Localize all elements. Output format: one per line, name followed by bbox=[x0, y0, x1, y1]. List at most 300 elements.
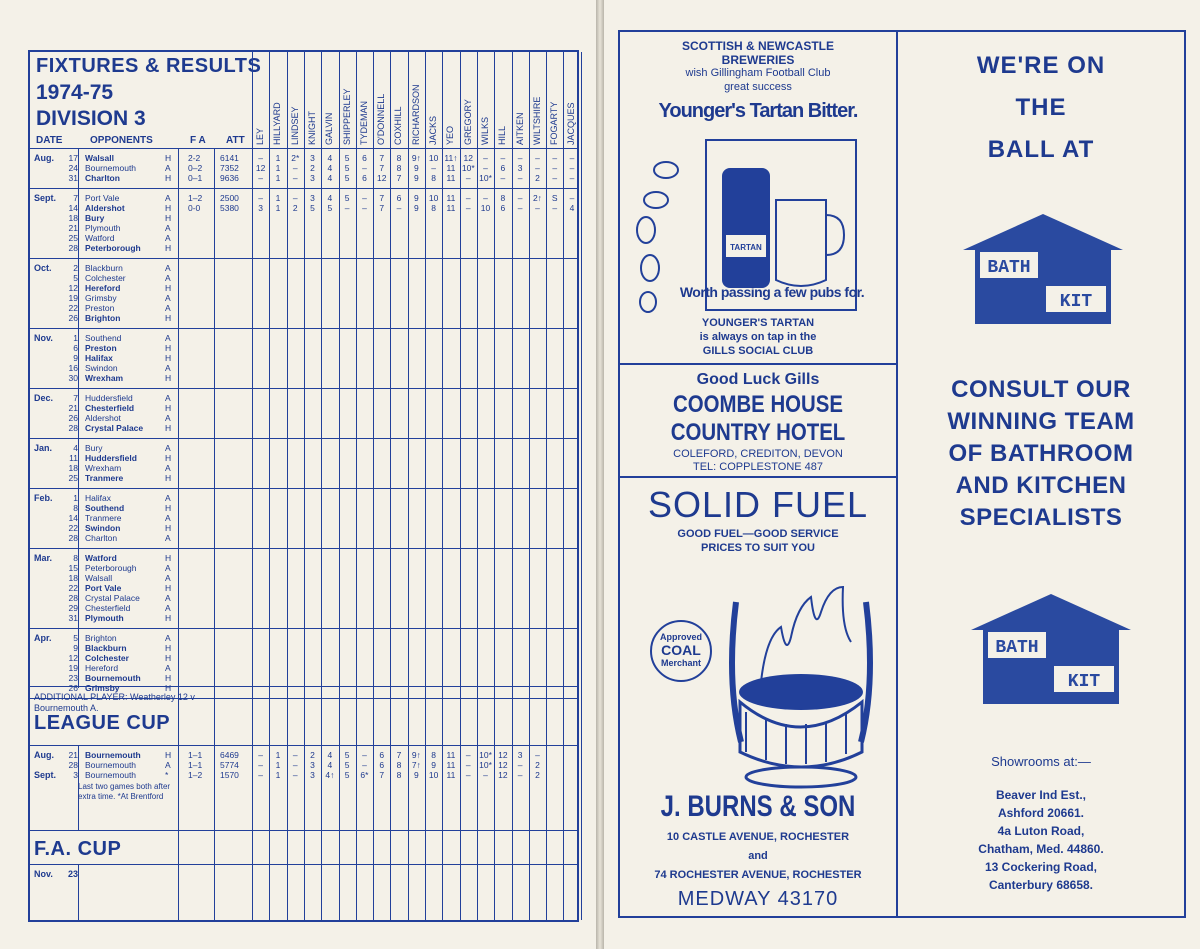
fixture-date: 30 bbox=[68, 373, 78, 383]
younger-foot2: is always on tap in the bbox=[699, 331, 817, 343]
fixture-venue: * bbox=[165, 770, 169, 780]
player-shirt-number: 7 bbox=[379, 203, 385, 213]
header-divider bbox=[30, 148, 577, 149]
player-shirt-number: – bbox=[292, 163, 298, 173]
fixture-opponent: Tranmere bbox=[85, 473, 124, 483]
league-cup-note: Last two games both after extra time. *At Brentford bbox=[78, 782, 171, 801]
fixture-opponent: Peterborough bbox=[85, 563, 137, 573]
fixture-row bbox=[30, 613, 250, 623]
player-shirt-number: 2 bbox=[535, 173, 540, 183]
fixture-venue: H bbox=[165, 423, 172, 433]
fixture-row bbox=[30, 203, 250, 213]
player-shirt-number: – bbox=[258, 770, 264, 780]
player-shirt-number: – bbox=[362, 193, 367, 203]
coombe-hotel-name: COOMBE HOUSE bbox=[672, 391, 843, 418]
logo2-bath-word: BATH bbox=[995, 638, 1039, 658]
fixture-venue: H bbox=[165, 343, 172, 353]
player-header bbox=[494, 52, 511, 148]
fixture-venue: H bbox=[165, 313, 172, 323]
fixture-venue: A bbox=[165, 163, 171, 173]
player-shirt-number: 10 bbox=[428, 770, 439, 780]
player-shirt-number: – bbox=[517, 770, 523, 780]
player-header bbox=[477, 52, 494, 148]
fixture-opponent: Grimsby bbox=[85, 293, 117, 303]
fire-basket-illustration bbox=[716, 562, 886, 792]
player-shirt-number: – bbox=[552, 153, 558, 163]
player-shirt-number: 9 bbox=[413, 193, 419, 203]
fixture-row bbox=[30, 293, 250, 303]
fixture-venue: A bbox=[165, 303, 171, 313]
league-cup-row bbox=[30, 750, 250, 760]
fixture-venue: H bbox=[165, 683, 172, 693]
fixture-row bbox=[30, 163, 250, 173]
player-shirt-number: – bbox=[517, 193, 523, 203]
burns-phone: MEDWAY 43170 bbox=[677, 888, 839, 910]
fixture-opponent: Port Vale bbox=[85, 583, 122, 593]
showroom-addr4: Chatham, Med. 44860. bbox=[978, 842, 1104, 856]
showroom-addr5: 13 Cockering Road, bbox=[984, 860, 1098, 874]
player-shirt-number: 5 bbox=[327, 203, 333, 213]
player-name: HILL bbox=[497, 125, 508, 145]
younger-line2: BREWERIES bbox=[721, 53, 795, 67]
player-shirt-number: – bbox=[569, 173, 575, 183]
fixture-date: 21 bbox=[68, 750, 78, 760]
fixture-date: 26 bbox=[68, 683, 78, 693]
player-shirt-number: 3 bbox=[310, 173, 315, 183]
fixture-date: 19 bbox=[68, 293, 78, 303]
fixture-opponent: Plymouth bbox=[85, 223, 121, 233]
fixture-opponent: Preston bbox=[85, 343, 117, 353]
fixture-venue: A bbox=[165, 443, 171, 453]
player-name: TYDEMAN bbox=[358, 100, 369, 145]
league-cup-row bbox=[30, 770, 250, 780]
att-column-header: ATT bbox=[226, 135, 245, 146]
fixture-venue: H bbox=[165, 173, 172, 183]
player-shirt-number: 8 bbox=[396, 760, 402, 770]
date-column-header: DATE bbox=[36, 135, 63, 146]
fixture-venue: H bbox=[165, 673, 172, 683]
showroom-addr1: Beaver Ind Est., bbox=[995, 788, 1087, 802]
fixture-date: 25 bbox=[68, 473, 78, 483]
player-shirt-number: 3 bbox=[310, 770, 315, 780]
fixture-venue: H bbox=[165, 213, 172, 223]
player-shirt-number: 2↑ bbox=[532, 193, 542, 203]
player-shirt-number: 9 bbox=[413, 203, 419, 213]
fixture-date: 21 bbox=[68, 223, 78, 233]
player-header bbox=[373, 52, 390, 148]
burns-address2: 74 ROCHESTER AVENUE, ROCHESTER bbox=[654, 869, 862, 881]
player-header bbox=[512, 52, 529, 148]
fixture-row bbox=[30, 503, 250, 513]
fixture-opponent: Crystal Palace bbox=[85, 423, 144, 433]
player-name: RICHARDSON bbox=[410, 84, 421, 145]
player-header bbox=[287, 52, 304, 148]
player-shirt-number: S bbox=[551, 193, 558, 203]
result-attendance: 1570 bbox=[220, 770, 239, 780]
fa-cup-date: 23 bbox=[68, 869, 79, 879]
division-label: DIVISION 3 bbox=[36, 107, 146, 130]
player-shirt-number: – bbox=[535, 203, 540, 213]
fixture-opponent: Swindon bbox=[85, 363, 118, 373]
player-name: LINDSEY bbox=[289, 106, 300, 145]
player-shirt-number: – bbox=[569, 193, 575, 203]
fixture-venue: A bbox=[165, 393, 171, 403]
fixture-opponent: Wrexham bbox=[85, 463, 122, 473]
fixture-venue: A bbox=[165, 663, 171, 673]
player-shirt-number: – bbox=[483, 163, 488, 173]
fixture-row bbox=[30, 223, 250, 233]
logo-kit-word: KIT bbox=[1059, 292, 1093, 312]
player-header bbox=[321, 52, 338, 148]
result-attendance: 9636 bbox=[220, 173, 239, 183]
player-shirt-number: – bbox=[362, 750, 367, 760]
fixture-row bbox=[30, 653, 250, 663]
column-divider bbox=[581, 52, 582, 920]
fixture-opponent: Huddersfield bbox=[85, 393, 133, 403]
player-shirt-number: 11 bbox=[446, 770, 456, 780]
fixture-venue: H bbox=[165, 750, 172, 760]
fixture-date: 9 bbox=[73, 353, 78, 363]
player-shirt-number: 11 bbox=[446, 173, 456, 183]
result-score: 1–1 bbox=[188, 760, 203, 770]
fixture-row bbox=[30, 463, 250, 473]
player-shirt-number: 12 bbox=[498, 770, 508, 780]
fixture-row bbox=[30, 663, 250, 673]
fixture-venue: A bbox=[165, 193, 171, 203]
player-shirt-number: 6 bbox=[362, 153, 367, 163]
player-shirt-number: 3 bbox=[517, 750, 523, 760]
fixture-opponent: Charlton bbox=[85, 173, 120, 183]
player-shirt-number: 9 bbox=[431, 760, 437, 770]
player-shirt-number: 3 bbox=[310, 193, 315, 203]
fixture-venue: H bbox=[165, 613, 172, 623]
player-shirt-number: 12 bbox=[463, 153, 473, 163]
fixture-opponent: Brighton bbox=[85, 313, 121, 323]
month-divider bbox=[30, 258, 577, 259]
player-shirt-number: – bbox=[483, 153, 488, 163]
fixture-opponent: Colchester bbox=[85, 653, 129, 663]
player-shirt-number: 10 bbox=[480, 203, 491, 213]
player-shirt-number: 4 bbox=[327, 750, 333, 760]
fixture-venue: A bbox=[165, 363, 171, 373]
bathkit-mid5: SPECIALISTS bbox=[959, 504, 1123, 531]
fixture-date: 29 bbox=[68, 603, 78, 613]
fixture-date: 14 bbox=[68, 513, 78, 523]
fixture-row bbox=[30, 453, 250, 463]
player-shirt-number: 1 bbox=[275, 153, 281, 163]
player-shirt-number: 2 bbox=[292, 203, 298, 213]
player-shirt-number: 11 bbox=[446, 760, 456, 770]
player-name: AITKEN bbox=[514, 112, 525, 145]
younger-foot3: GILLS SOCIAL CLUB bbox=[702, 345, 814, 357]
fixture-row bbox=[30, 243, 250, 253]
league-cup-title: LEAGUE CUP bbox=[34, 712, 171, 734]
burns-address1: 10 CASTLE AVENUE, ROCHESTER bbox=[666, 831, 850, 843]
player-header bbox=[563, 52, 580, 148]
player-shirt-number: – bbox=[292, 760, 298, 770]
player-shirt-number: – bbox=[396, 203, 402, 213]
player-shirt-number: 5 bbox=[344, 750, 350, 760]
fixture-row bbox=[30, 403, 250, 413]
fixture-opponent: Bournemouth bbox=[85, 760, 137, 770]
player-shirt-number: 8 bbox=[431, 173, 437, 183]
fixture-venue: A bbox=[165, 593, 171, 603]
player-shirt-number: – bbox=[535, 163, 540, 173]
section-divider bbox=[30, 745, 577, 746]
fixture-row bbox=[30, 583, 250, 593]
fixture-row bbox=[30, 493, 250, 503]
fixture-row bbox=[30, 393, 250, 403]
coombe-country-hotel: COUNTRY HOTEL bbox=[670, 419, 846, 446]
fixture-opponent: Blackburn bbox=[85, 263, 123, 273]
result-attendance: 7352 bbox=[220, 163, 239, 173]
player-shirt-number: 5 bbox=[344, 163, 350, 173]
player-shirt-number: 1 bbox=[275, 203, 281, 213]
badge-line1: Approved bbox=[659, 632, 702, 642]
player-shirt-number: 8 bbox=[396, 153, 402, 163]
player-shirt-number: – bbox=[517, 173, 523, 183]
player-shirt-number: 9↑ bbox=[411, 750, 421, 760]
fixture-opponent: Charlton bbox=[85, 533, 118, 543]
player-shirt-number: – bbox=[500, 153, 506, 163]
player-shirt-number: 6 bbox=[500, 163, 506, 173]
player-shirt-number: 2 bbox=[535, 770, 540, 780]
player-shirt-number: – bbox=[362, 203, 367, 213]
player-shirt-number: – bbox=[465, 193, 471, 203]
fa-column-header: F A bbox=[190, 135, 206, 146]
player-header bbox=[529, 52, 546, 148]
fixture-row bbox=[30, 213, 250, 223]
player-shirt-number: 1 bbox=[275, 770, 281, 780]
player-shirt-number: – bbox=[465, 760, 471, 770]
fixture-date: 5 bbox=[73, 633, 78, 643]
player-name: WILTSHIRE bbox=[531, 96, 542, 145]
fixture-row bbox=[30, 573, 250, 583]
month-label: Aug. bbox=[34, 153, 54, 163]
fixture-date: 11 bbox=[69, 453, 78, 463]
player-shirt-number: 12 bbox=[498, 760, 508, 770]
player-header bbox=[408, 52, 425, 148]
logo2-kit-word: KIT bbox=[1067, 672, 1101, 692]
fixture-row bbox=[30, 283, 250, 293]
player-shirt-number: 7 bbox=[396, 173, 402, 183]
fixture-venue: A bbox=[165, 513, 171, 523]
fixture-row bbox=[30, 343, 250, 353]
fixture-row bbox=[30, 153, 250, 163]
month-divider bbox=[30, 488, 577, 489]
fixture-opponent: Grimsby bbox=[85, 683, 120, 693]
player-shirt-number: 9↑ bbox=[411, 153, 421, 163]
player-name: GALVIN bbox=[324, 112, 335, 145]
player-shirt-number: – bbox=[258, 193, 264, 203]
player-header bbox=[390, 52, 407, 148]
player-shirt-number: 7 bbox=[379, 163, 385, 173]
can-label: TARTAN bbox=[730, 243, 762, 252]
section-divider bbox=[30, 864, 577, 865]
player-shirt-number: 11 bbox=[446, 750, 456, 760]
fixture-venue: A bbox=[165, 760, 171, 770]
player-shirt-number: 6 bbox=[379, 750, 385, 760]
fixture-opponent: Colchester bbox=[85, 273, 126, 283]
player-name: KNIGHT bbox=[306, 110, 317, 145]
player-shirt-number: 7 bbox=[379, 193, 385, 203]
fixture-venue: A bbox=[165, 463, 171, 473]
month-label: Feb. bbox=[34, 493, 53, 503]
fixture-venue: A bbox=[165, 633, 171, 643]
bathkit-head2: THE bbox=[1015, 94, 1067, 121]
right-page bbox=[604, 0, 1200, 949]
section-divider bbox=[30, 830, 577, 831]
player-shirt-number: – bbox=[431, 163, 437, 173]
coombe-address: COLEFORD, CREDITON, DEVON bbox=[673, 448, 843, 460]
player-shirt-number: 2 bbox=[310, 163, 315, 173]
fa-cup-title: F.A. CUP bbox=[34, 838, 122, 860]
fixture-opponent: Chesterfield bbox=[85, 603, 131, 613]
flame-icon bbox=[761, 587, 851, 682]
fixture-opponent: Preston bbox=[85, 303, 115, 313]
player-shirt-number: – bbox=[258, 760, 264, 770]
younger-foot1: YOUNGER'S TARTAN bbox=[701, 317, 815, 329]
bathkit-mid4: AND KITCHEN bbox=[955, 472, 1127, 499]
player-shirt-number: 11↑ bbox=[444, 153, 458, 163]
fixture-opponent: Blackburn bbox=[85, 643, 127, 653]
solid-fuel-sub1: GOOD FUEL—GOOD SERVICE bbox=[677, 528, 839, 540]
player-shirt-number: 4 bbox=[569, 203, 575, 213]
burns-company-name: J. BURNS & SON bbox=[660, 790, 856, 823]
player-name: FOGARTY bbox=[549, 101, 560, 145]
fixture-date: 23 bbox=[68, 673, 78, 683]
fixture-opponent: Watford bbox=[85, 553, 117, 563]
fixture-date: 22 bbox=[68, 303, 78, 313]
solid-fuel-sub2: PRICES TO SUIT YOU bbox=[701, 542, 815, 554]
fixture-row bbox=[30, 193, 250, 203]
fixture-opponent: Port Vale bbox=[85, 193, 120, 203]
player-shirt-number: 9 bbox=[413, 770, 419, 780]
bathkit-mid3: OF BATHROOM bbox=[948, 440, 1134, 467]
player-shirt-number: 1 bbox=[275, 760, 281, 770]
fixture-date: 7 bbox=[73, 193, 78, 203]
player-shirt-number: 5 bbox=[344, 173, 350, 183]
footprint-icon bbox=[654, 162, 678, 178]
fixture-row bbox=[30, 303, 250, 313]
player-shirt-number: – bbox=[500, 173, 506, 183]
fixture-opponent: Walsall bbox=[85, 573, 113, 583]
player-name: YEO bbox=[445, 125, 456, 145]
fixture-venue: H bbox=[165, 403, 172, 413]
player-shirt-number: – bbox=[362, 163, 367, 173]
player-shirt-number: 8 bbox=[431, 203, 437, 213]
fixture-venue: H bbox=[165, 523, 172, 533]
fixture-date: 22 bbox=[68, 583, 78, 593]
result-attendance: 5774 bbox=[220, 760, 239, 770]
player-shirt-number: – bbox=[292, 750, 298, 760]
fixture-date: 18 bbox=[68, 463, 78, 473]
player-header bbox=[356, 52, 373, 148]
fixture-opponent: Watford bbox=[85, 233, 115, 243]
fixture-opponent: Brighton bbox=[85, 633, 117, 643]
player-shirt-number: 10* bbox=[479, 173, 492, 183]
player-shirt-number: 9 bbox=[413, 163, 419, 173]
column-divider bbox=[78, 864, 79, 920]
fixture-date: 31 bbox=[68, 613, 78, 623]
player-header bbox=[304, 52, 321, 148]
player-shirt-number: 1 bbox=[275, 173, 281, 183]
player-shirt-number: – bbox=[465, 203, 471, 213]
player-name: GREGORY bbox=[462, 99, 473, 145]
fixture-row bbox=[30, 513, 250, 523]
fixture-date: 14 bbox=[68, 203, 78, 213]
player-shirt-number: 5 bbox=[344, 193, 350, 203]
result-attendance: 6141 bbox=[220, 153, 239, 163]
player-shirt-number: 5 bbox=[344, 770, 350, 780]
player-shirt-number: 10* bbox=[479, 760, 492, 770]
fixture-row bbox=[30, 423, 250, 433]
showroom-addr6: Canterbury 68658. bbox=[988, 878, 1094, 892]
fixture-venue: H bbox=[165, 453, 172, 463]
player-shirt-number: 3 bbox=[258, 203, 264, 213]
fixture-date: 9 bbox=[73, 643, 78, 653]
result-score: 2-2 bbox=[188, 153, 201, 163]
fixture-date: 8 bbox=[73, 503, 78, 513]
beer-can-icon bbox=[722, 168, 770, 288]
player-name: COXHILL bbox=[393, 106, 404, 145]
result-score: 0-0 bbox=[188, 203, 201, 213]
fixture-opponent: Tranmere bbox=[85, 513, 122, 523]
fixture-row bbox=[30, 353, 250, 363]
player-shirt-number: – bbox=[465, 750, 471, 760]
player-shirt-number: – bbox=[517, 203, 523, 213]
approved-coal-badge bbox=[650, 620, 712, 682]
fixture-opponent: Bournemouth bbox=[85, 750, 141, 760]
player-shirt-number: 12 bbox=[498, 750, 508, 760]
player-shirt-number: 4 bbox=[327, 193, 333, 203]
player-shirt-number: 10* bbox=[479, 750, 492, 760]
player-shirt-number: – bbox=[569, 153, 575, 163]
younger-line4: great success bbox=[724, 81, 792, 93]
fixture-venue: A bbox=[165, 493, 171, 503]
player-shirt-number: 5 bbox=[310, 203, 315, 213]
fixture-opponent: Huddersfield bbox=[85, 453, 137, 463]
fixture-venue: A bbox=[165, 223, 171, 233]
fixture-opponent: Aldershot bbox=[85, 203, 125, 213]
player-shirt-number: 9 bbox=[413, 173, 419, 183]
fixture-venue: H bbox=[165, 203, 172, 213]
month-divider bbox=[30, 388, 577, 389]
player-shirt-number: – bbox=[569, 163, 575, 173]
fixture-date: 28 bbox=[68, 593, 78, 603]
fixture-opponent: Bournemouth bbox=[85, 163, 137, 173]
fixture-row bbox=[30, 263, 250, 273]
bathkit-logo bbox=[958, 212, 1128, 327]
fixture-date: 3 bbox=[73, 770, 78, 780]
player-header bbox=[425, 52, 442, 148]
player-shirt-number: 11 bbox=[446, 203, 456, 213]
player-shirt-number: – bbox=[465, 173, 471, 183]
fixture-opponent: Southend bbox=[85, 503, 125, 513]
player-shirt-number: – bbox=[258, 173, 264, 183]
fixture-date: 16 bbox=[68, 363, 78, 373]
fixture-opponent: Bury bbox=[85, 213, 105, 223]
league-cup-row bbox=[30, 760, 250, 770]
younger-brand: Younger's Tartan Bitter. bbox=[658, 100, 858, 122]
player-shirt-number: – bbox=[552, 163, 558, 173]
player-shirt-number: – bbox=[362, 760, 367, 770]
fixture-row bbox=[30, 603, 250, 613]
month-label: Apr. bbox=[34, 633, 52, 643]
fixture-venue: H bbox=[165, 503, 172, 513]
bathkit-logo-small bbox=[966, 592, 1136, 707]
fixture-date: 17 bbox=[68, 153, 78, 163]
